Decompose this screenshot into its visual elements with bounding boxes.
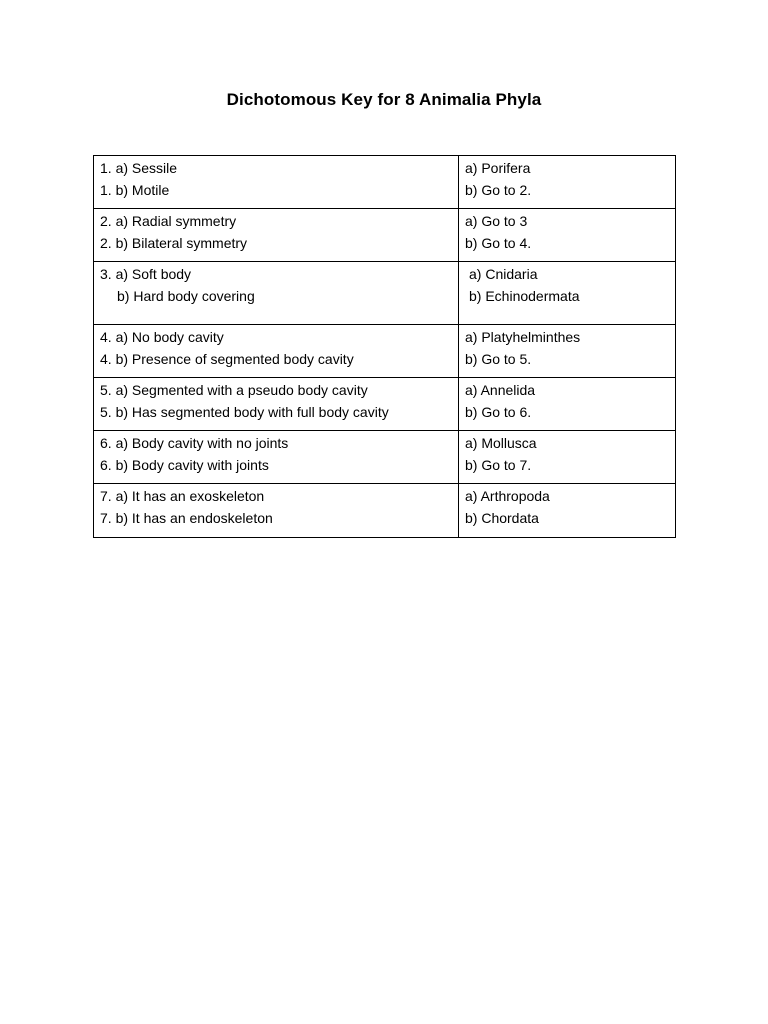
option-a-text: 5. a) Segmented with a pseudo body cavity [100, 382, 368, 398]
answer-a-text: a) Cnidaria [469, 266, 538, 282]
answer-b-text: b) Go to 6. [465, 404, 532, 420]
answer-cell [459, 262, 676, 325]
answer-cell [459, 325, 676, 378]
answer-b-text: b) Go to 4. [465, 235, 532, 251]
table-row [94, 431, 676, 484]
answer-cell [459, 378, 676, 431]
answer-b-text: b) Go to 2. [465, 182, 532, 198]
answer-b-text: b) Go to 5. [465, 351, 532, 367]
option-a-text: 6. a) Body cavity with no joints [100, 435, 289, 451]
option-b-text: 5. b) Has segmented body with full body cavity [100, 404, 389, 420]
option-b-text: 1. b) Motile [100, 182, 170, 198]
table-row [94, 209, 676, 262]
page-title: Dichotomous Key for 8 Animalia Phyla [226, 90, 542, 109]
answer-a-text: a) Porifera [465, 160, 531, 176]
answer-cell [459, 431, 676, 484]
table-row [94, 378, 676, 431]
question-cell [94, 431, 459, 484]
question-cell [94, 209, 459, 262]
answer-a-text: a) Platyhelminthes [465, 329, 581, 345]
answer-cell [459, 209, 676, 262]
option-b-text: 6. b) Body cavity with joints [100, 457, 269, 473]
answer-b-text: b) Go to 7. [465, 457, 532, 473]
answer-a-text: a) Arthropoda [465, 488, 550, 504]
table-row [94, 325, 676, 378]
answer-b-text: b) Echinodermata [469, 288, 580, 304]
question-cell [94, 325, 459, 378]
question-cell [94, 156, 459, 209]
question-cell [94, 484, 459, 538]
answer-b-text: b) Chordata [465, 510, 539, 526]
answer-a-text: a) Mollusca [465, 435, 537, 451]
option-a-text: 7. a) It has an exoskeleton [100, 488, 265, 504]
option-b-text: 4. b) Presence of segmented body cavity [100, 351, 354, 367]
answer-a-text: a) Annelida [465, 382, 536, 398]
table-row [94, 156, 676, 209]
question-cell [94, 378, 459, 431]
answer-cell [459, 484, 676, 538]
question-cell [94, 262, 459, 325]
dichotomous-key-table [93, 155, 676, 538]
table-row [94, 484, 676, 538]
option-a-text: 4. a) No body cavity [100, 329, 224, 345]
answer-a-text: a) Go to 3 [465, 213, 528, 229]
option-b-text: b) Hard body covering [117, 288, 255, 304]
option-a-text: 1. a) Sessile [100, 160, 178, 176]
option-b-text: 2. b) Bilateral symmetry [100, 235, 248, 251]
answer-cell [459, 156, 676, 209]
option-a-text: 2. a) Radial symmetry [100, 213, 237, 229]
option-b-text: 7. b) It has an endoskeleton [100, 510, 273, 526]
option-a-text: 3. a) Soft body [100, 266, 192, 282]
table-row [94, 262, 676, 325]
